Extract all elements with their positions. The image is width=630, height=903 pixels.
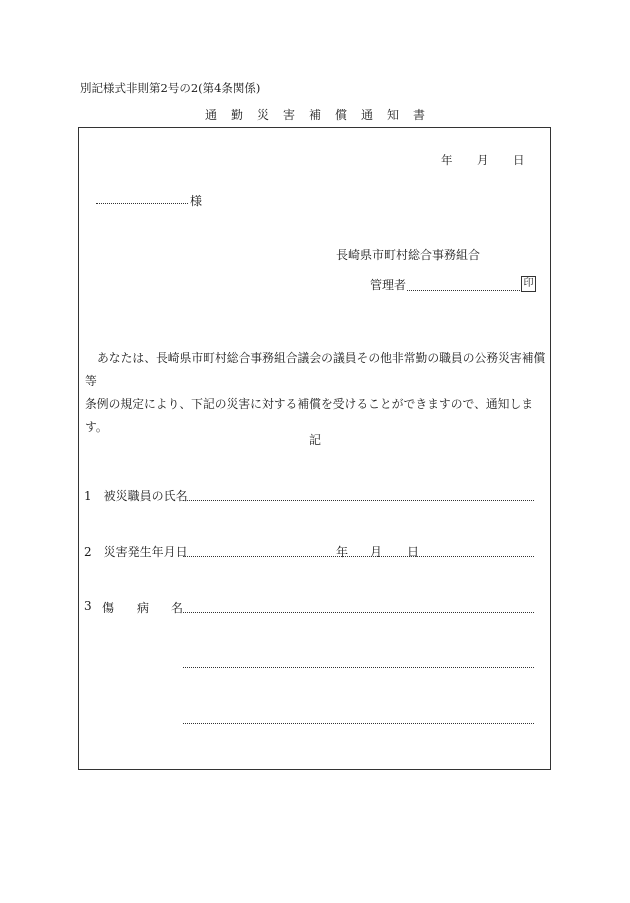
item-3-number: 3: [84, 599, 92, 613]
item-2-date-line[interactable]: [183, 556, 534, 557]
item-3-label-char-3: 名: [171, 601, 184, 615]
date-day-label: 日: [513, 153, 525, 167]
form-number-label: 別記様式非則第2号の2(第4条関係): [80, 81, 261, 95]
addressee-name-line[interactable]: [96, 203, 188, 204]
issuer-organization: 長崎県市町村総合事務組合: [336, 248, 481, 262]
addressee-honorific: 様: [190, 194, 203, 208]
item-3-label-char-1: 傷: [102, 601, 115, 615]
item-3-illness-line-1[interactable]: [183, 612, 534, 613]
item-1-label: 1 被災職員の氏名: [84, 489, 188, 503]
item-2-year: 年: [336, 545, 349, 559]
date-year-label: 年: [441, 153, 453, 167]
item-3-illness-line-3[interactable]: [183, 723, 534, 724]
item-2-label: 2 災害発生年月日: [84, 545, 188, 559]
manager-label: 管理者: [370, 278, 407, 292]
item-2-month: 月: [370, 545, 383, 559]
notification-body: [85, 347, 547, 439]
item-3-illness-line-2[interactable]: [183, 667, 534, 668]
item-1-name-line[interactable]: [183, 500, 534, 501]
item-2-day: 日: [407, 545, 420, 559]
item-3-label-char-2: 病: [137, 601, 150, 615]
seal-mark: 印: [521, 276, 536, 292]
body-line-2: 条例の規定により、下記の災害に対する補償を受けることができますので、通知します。: [85, 397, 534, 434]
form-frame: [78, 127, 551, 770]
manager-name-line[interactable]: [407, 290, 520, 291]
body-line-1: あなたは、長崎県市町村総合事務組合議会の議員その他非常勤の職員の公務災害補償等: [85, 351, 546, 388]
document-title: 通勤災害補償通知書: [204, 108, 439, 122]
date-header: [0, 152, 630, 168]
date-month-label: 月: [477, 153, 489, 167]
ki-heading: 記: [308, 433, 321, 447]
